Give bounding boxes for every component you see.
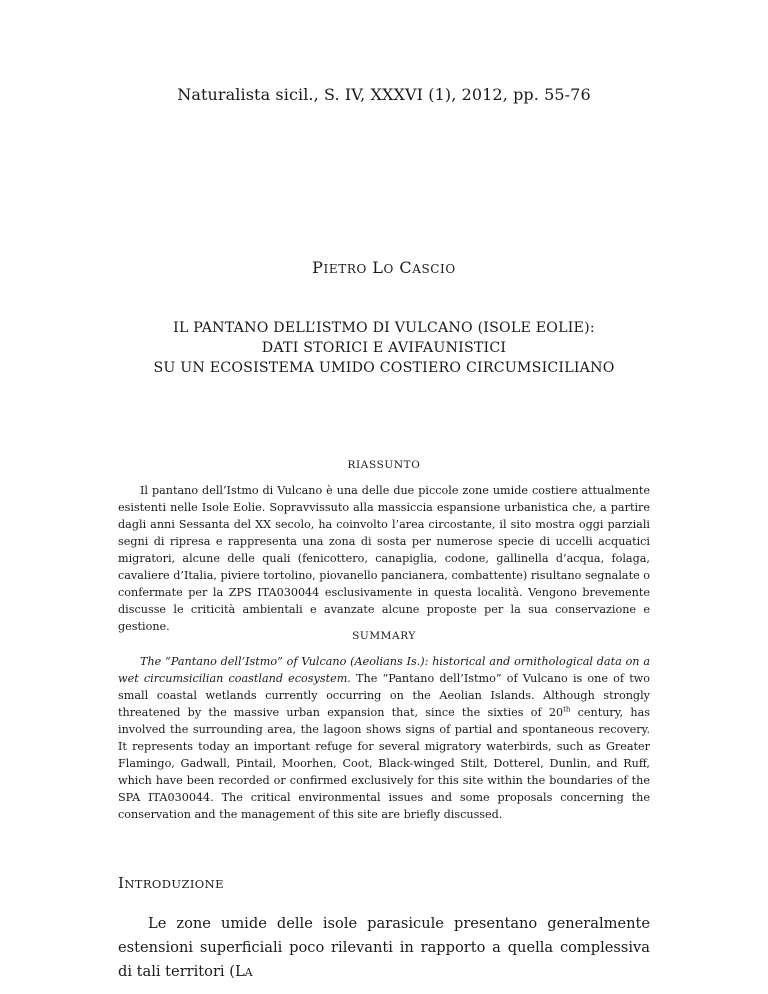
title-line-3: SU UN ECOSISTEMA UMIDO COSTIERO CIRCUMSICILIANO [153,360,615,376]
article-title [0,318,768,378]
introduzione-body: Le zone umide delle isole parasicule presentano generalmente estensioni superficiali poco rilevanti in rapporto a quella complessiva di tali territori ( [118,915,650,980]
author-first-rest: IETRO [323,262,367,276]
journal-reference: Naturalista sicil., S. IV, XXXVI (1), 2012, pp. 55-76 [177,85,591,104]
author-last2-initial: C [399,258,413,277]
summary-text-part-1: The “Pantano dell’Istmo” of Vulcano is one of two small coastal wetlands currently occurring on the Aeolian Islands. Although strongly threatened by the massive urban expansion that, since the sixties of 20 [118,672,650,719]
author-first-initial: P [312,258,324,277]
riassunto-heading: RIASSUNTO [347,459,421,471]
citation-initial: L [234,963,245,980]
author-last2-rest: ASCIO [412,262,456,276]
author-name [0,258,768,277]
introduzione-rest: NTRODUZIONE [124,877,224,891]
summary-text-part-2: century, has involved the surrounding area, the lagoon shows signs of partial and spontaneous recovery. It represents today an important refuge for several migratory waterbirds, such as Greater Flamingo, Gadwall, Pintail, Moorhen, Coot, Black-winged Stilt, Dotterel, Dunlin, and Ruff, which have been recorded or confirmed exclusively for this site within the boundaries of the SPA ITA030044. The critical environmental issues and some proposals concerning the conservation and the management of this site are briefly discussed. [118,706,650,821]
title-line-1: IL PANTANO DELL’ISTMO DI VULCANO (ISOLE EOLIE): [173,320,595,336]
citation-rest: A [244,966,253,979]
author-last1-initial: L [372,258,384,277]
riassunto-text: Il pantano dell’Istmo di Vulcano è una delle due piccole zone umide costiere attualmente esistenti nelle Isole Eolie. Sopravvissuto alla massiccia espansione urbanistica che, a partire dagli anni Sessanta del XX secolo, ha coinvolto l’area circostante, il sito mostra oggi parziali segni di ripresa e rappresenta una zona di sosta per numerose specie di uccelli acquatici migratori, alcune delle quali (fenicottero, canapiglia, codone, gallinella d’acqua, folaga, cavaliere d’Italia, piviere tortolino, piovanello pancianera, combattente) risultano segnalate o confermate per la ZPS ITA030044 esclusivamente in questa località. Vengono brevemente discusse le criticità ambientali e avanzate alcune proposte per la sua conservazione e gestione. [118,484,650,633]
summary-italic-title: The “Pantano dell’Istmo” of Vulcano (Aeolians Is.): historical and ornithological data on a wet circumsicilian coastland ecosystem. [118,655,650,685]
introduzione-initial: I [118,874,125,892]
author-last1-rest: O [383,262,394,276]
introduzione-heading [118,874,224,892]
introduzione-text [118,912,650,985]
summary-heading: SUMMARY [352,630,416,642]
title-line-2: DATI STORICI E AVIFAUNISTICI [261,340,507,356]
summary-text [118,653,650,823]
summary-superscript: th [563,705,571,714]
